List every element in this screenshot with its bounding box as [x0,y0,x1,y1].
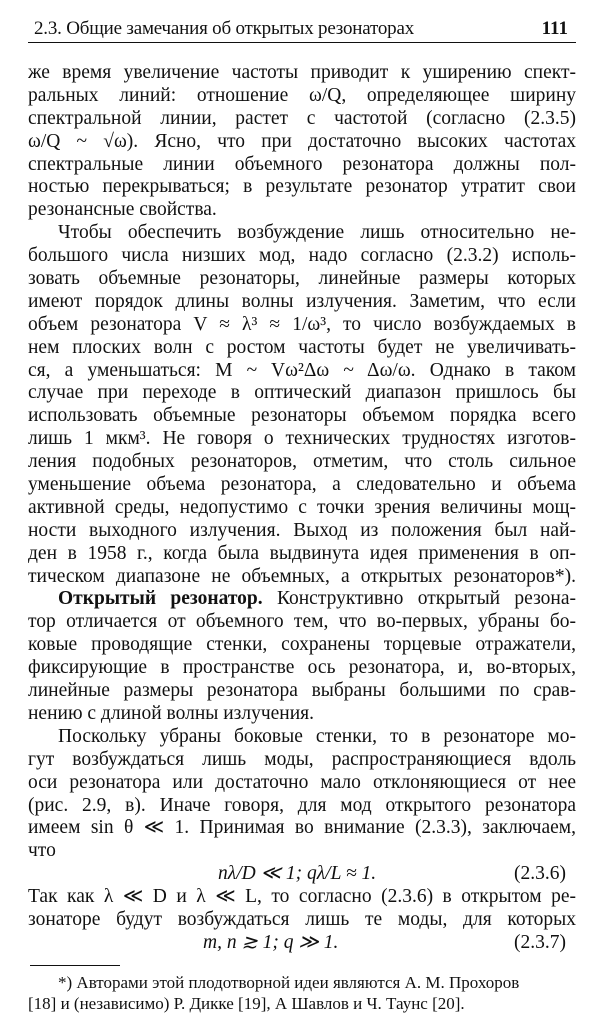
text-line: большого числа низших мод, надо согласно (2.3.2) исполь- [28,245,576,267]
section-heading: Открытый резонатор. [58,588,263,610]
equation-2-3-7 [28,932,576,955]
text-line: Чтобы обеспечить возбуждение лишь относительно не- [58,222,576,244]
text-line: же время увеличение частоты приводит к уширению спект- [28,62,576,83]
section-heading-rest: Конструктивно открытый резона- [262,588,576,610]
page-header [28,0,576,43]
text-line: ления подобных резонаторов, отметим, что столь сильное [28,451,576,473]
section-heading-line [28,588,576,611]
text-line: гут возбуждаться лишь моды, распространяющиеся вдоль [28,748,576,770]
text-line: Поскольку убраны боковые стенки, то в резонаторе мо- [58,725,576,747]
text-line: ности выходного излучения. Выход из положения был най- [28,519,576,541]
footnote-rule [30,965,120,972]
text-line: спектральной линии, растет с частотой (согласно (2.3.5) [28,107,576,129]
text-line: уменьшение объема резонатора, а следовательно и объема [28,474,576,496]
text-line: использовать объемные резонаторы объемом порядка всего [28,405,576,427]
text-line: оси резонатора или достаточно мало отклоняющиеся от нее [28,771,576,793]
text-line: ω/Q ~ √ω). Ясно, что при достаточно высоких частотах [28,130,576,152]
page-number: 111 [541,18,568,39]
text-line: имеют порядок длины волны излучения. Заметим, что если [28,290,576,312]
text-line: ден в 1958 г., когда была выдвинута идея применения в оп- [28,542,576,564]
text-line: ностью перекрываться; в результате резонатор утратит свои [28,176,576,198]
equation-number: (2.3.6) [514,863,566,885]
text-line: фиксирующие в пространстве ось резонатора, и, во-вторых, [28,657,576,679]
footnote-line: *) Авторами этой плодотворной идеи являются А. М. Прохоров [58,972,520,992]
text-line: что [28,840,56,862]
text-line: тическом диапазоне не объемных, а открытых резонаторов*). [28,565,576,587]
text-line: (рис. 2.9, в). Иначе говоря, для мод открытого резонатора [28,794,576,816]
text-line: зовать объемные резонаторы, линейные размеры которых [28,268,576,290]
paragraph-block-section [28,611,576,863]
text-line: объем резонатора V ≈ λ³ ≈ 1/ω³, то число возбуждаемых в [28,313,576,335]
text-line: ся, а уменьшаться: M ~ Vω²Δω ~ Δω/ω. Однако в таком [28,359,576,381]
footnote-line: [18] и (независимо) Р. Дикке [19], А Шавлов и Ч. Таунс [20]. [28,993,465,1013]
text-line: нению с длиной волны излучения. [28,702,315,724]
text-line: резонансные свойства. [28,199,217,221]
equation-number: (2.3.7) [514,931,566,953]
text-line: активной среды, недопустимо с точки зрения величины мощ- [28,496,576,518]
page-body [28,62,576,1014]
text-line: тор отличается от объемного тем, что во-первых, убраны бо- [28,611,576,633]
text-line: ковые проводящие стенки, сохранены торцевые отражатели, [28,634,576,656]
text-line: линейные размеры резонатора выбраны большими по срав- [28,680,576,702]
text-line: имеем sin θ ≪ 1. Принимая во внимание (2.3.3), заключаем, [28,817,576,839]
text-line: лишь 1 мкм³. Не говоря о технических трудностях изготов- [28,428,576,450]
paragraph-block-intro [28,62,576,588]
equation-2-3-6 [28,863,576,886]
text-line: спектральные линии объемного резонатора должны пол- [28,153,576,175]
equation-formula: nλ/D ≪ 1; qλ/L ≈ 1. [218,863,377,885]
paragraph-block-after-equation [28,886,576,932]
text-line: ральных линий: отношение ω/Q, определяющее ширину [28,84,576,106]
equation-formula: m, n ≳ 1; q ≫ 1. [203,931,339,953]
text-line: Так как λ ≪ D и λ ≪ L, то согласно (2.3.6) в открытом ре- [28,886,576,908]
running-title: 2.3. Общие замечания об открытых резонаторах [34,18,414,39]
text-line: нем плоских волн с ростом частоты будет не увеличивать- [28,336,576,358]
text-line: случае при переходе в оптический диапазон пришлось бы [28,382,576,404]
text-line: зонаторе будут возбуждаться лишь те моды, для которых [28,908,576,930]
book-page [28,0,576,1013]
